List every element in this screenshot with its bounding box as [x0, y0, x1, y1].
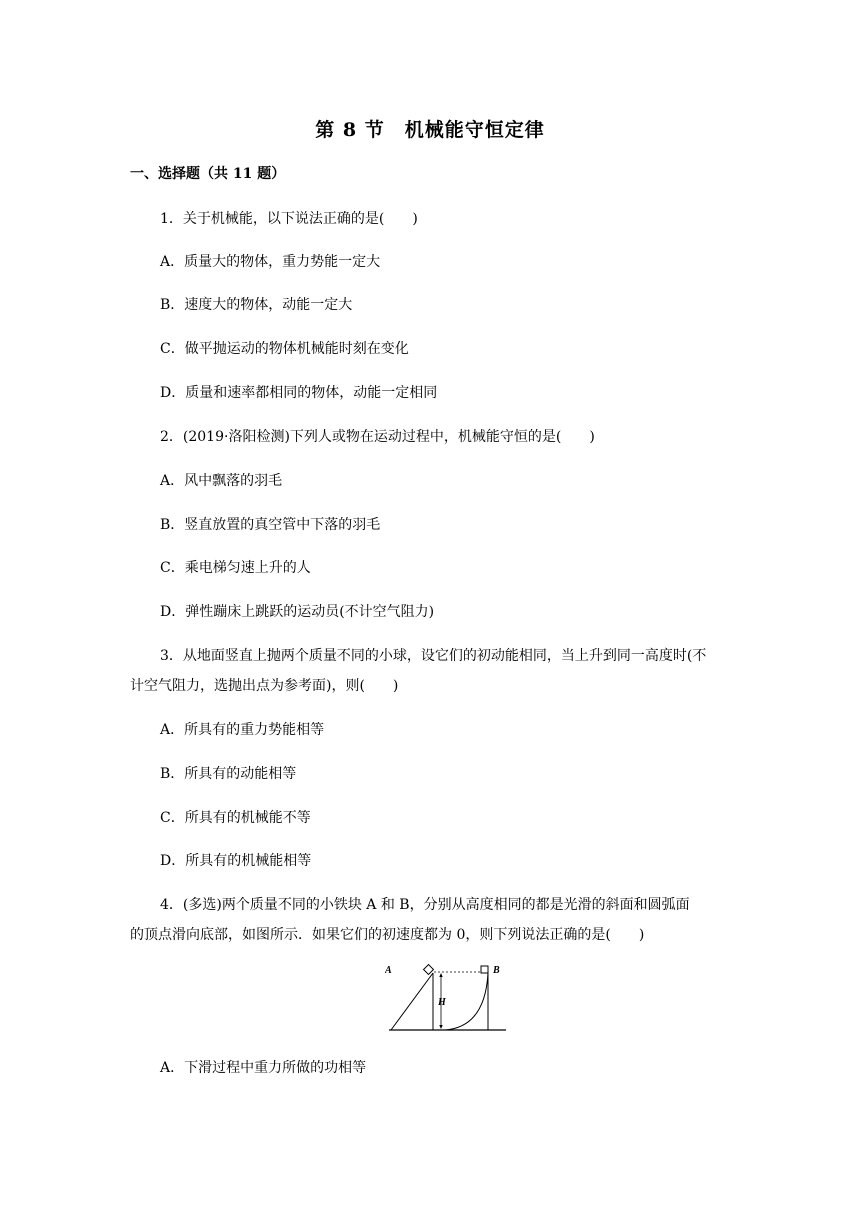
- question-3-stem-line-1: 3．从地面竖直上抛两个质量不同的小球，设它们的初动能相同，当上升到同一高度时(不: [160, 648, 707, 664]
- height-arrow-head-bottom: [439, 1025, 442, 1029]
- question-3-option-b: B．所具有的动能相等: [160, 766, 297, 782]
- question-3-stem-line-2: 计空气阻力，选抛出点为参考面)，则( ): [130, 678, 399, 694]
- question-2-option-b: B．竖直放置的真空管中下落的羽毛: [160, 517, 381, 533]
- question-1-option-c: C．做平抛运动的物体机械能时刻在变化: [160, 341, 409, 357]
- question-4-option-a: A．下滑过程中重力所做的功相等: [160, 1060, 367, 1076]
- incline-surface: [391, 973, 433, 1030]
- question-1-option-a: A．质量大的物体，重力势能一定大: [160, 254, 381, 270]
- question-1-option-d: D．质量和速率都相同的物体，动能一定相同: [160, 385, 438, 401]
- question-3-option-a: A．所具有的重力势能相等: [160, 722, 325, 738]
- label-b: B: [493, 965, 500, 976]
- block-b: [481, 966, 488, 973]
- question-3-option-c: C．所具有的机械能不等: [160, 810, 311, 826]
- label-h: H: [438, 997, 446, 1008]
- question-3-option-d: D．所具有的机械能相等: [160, 853, 312, 869]
- question-1-option-b: B．速度大的物体，动能一定大: [160, 297, 353, 313]
- height-arrow-head-top: [439, 973, 442, 977]
- incline-arc-figure: [385, 963, 510, 1035]
- question-2-option-d: D．弹性蹦床上跳跃的运动员(不计空气阻力): [160, 604, 435, 620]
- question-1-stem: 1．关于机械能，以下说法正确的是( ): [160, 211, 418, 227]
- arc-surface: [445, 973, 488, 1030]
- question-2-option-a: A．风中飘落的羽毛: [160, 473, 283, 489]
- question-2-stem: 2．(2019·洛阳检测)下列人或物在运动过程中，机械能守恒的是( ): [160, 429, 595, 445]
- question-2-option-c: C．乘电梯匀速上升的人: [160, 560, 311, 576]
- label-a: A: [385, 965, 392, 976]
- page-title: 第 8 节 机械能守恒定律: [315, 119, 545, 141]
- section-heading: 一、选择题（共 11 题）: [130, 166, 286, 182]
- question-4-stem-line-2: 的顶点滑向底部，如图所示．如果它们的初速度都为 0，则下列说法正确的是( ): [130, 927, 645, 943]
- block-a: [424, 965, 434, 975]
- question-4-stem-line-1: 4．(多选)两个质量不同的小铁块 A 和 B，分别从高度相同的都是光滑的斜面和圆弧面: [160, 897, 690, 913]
